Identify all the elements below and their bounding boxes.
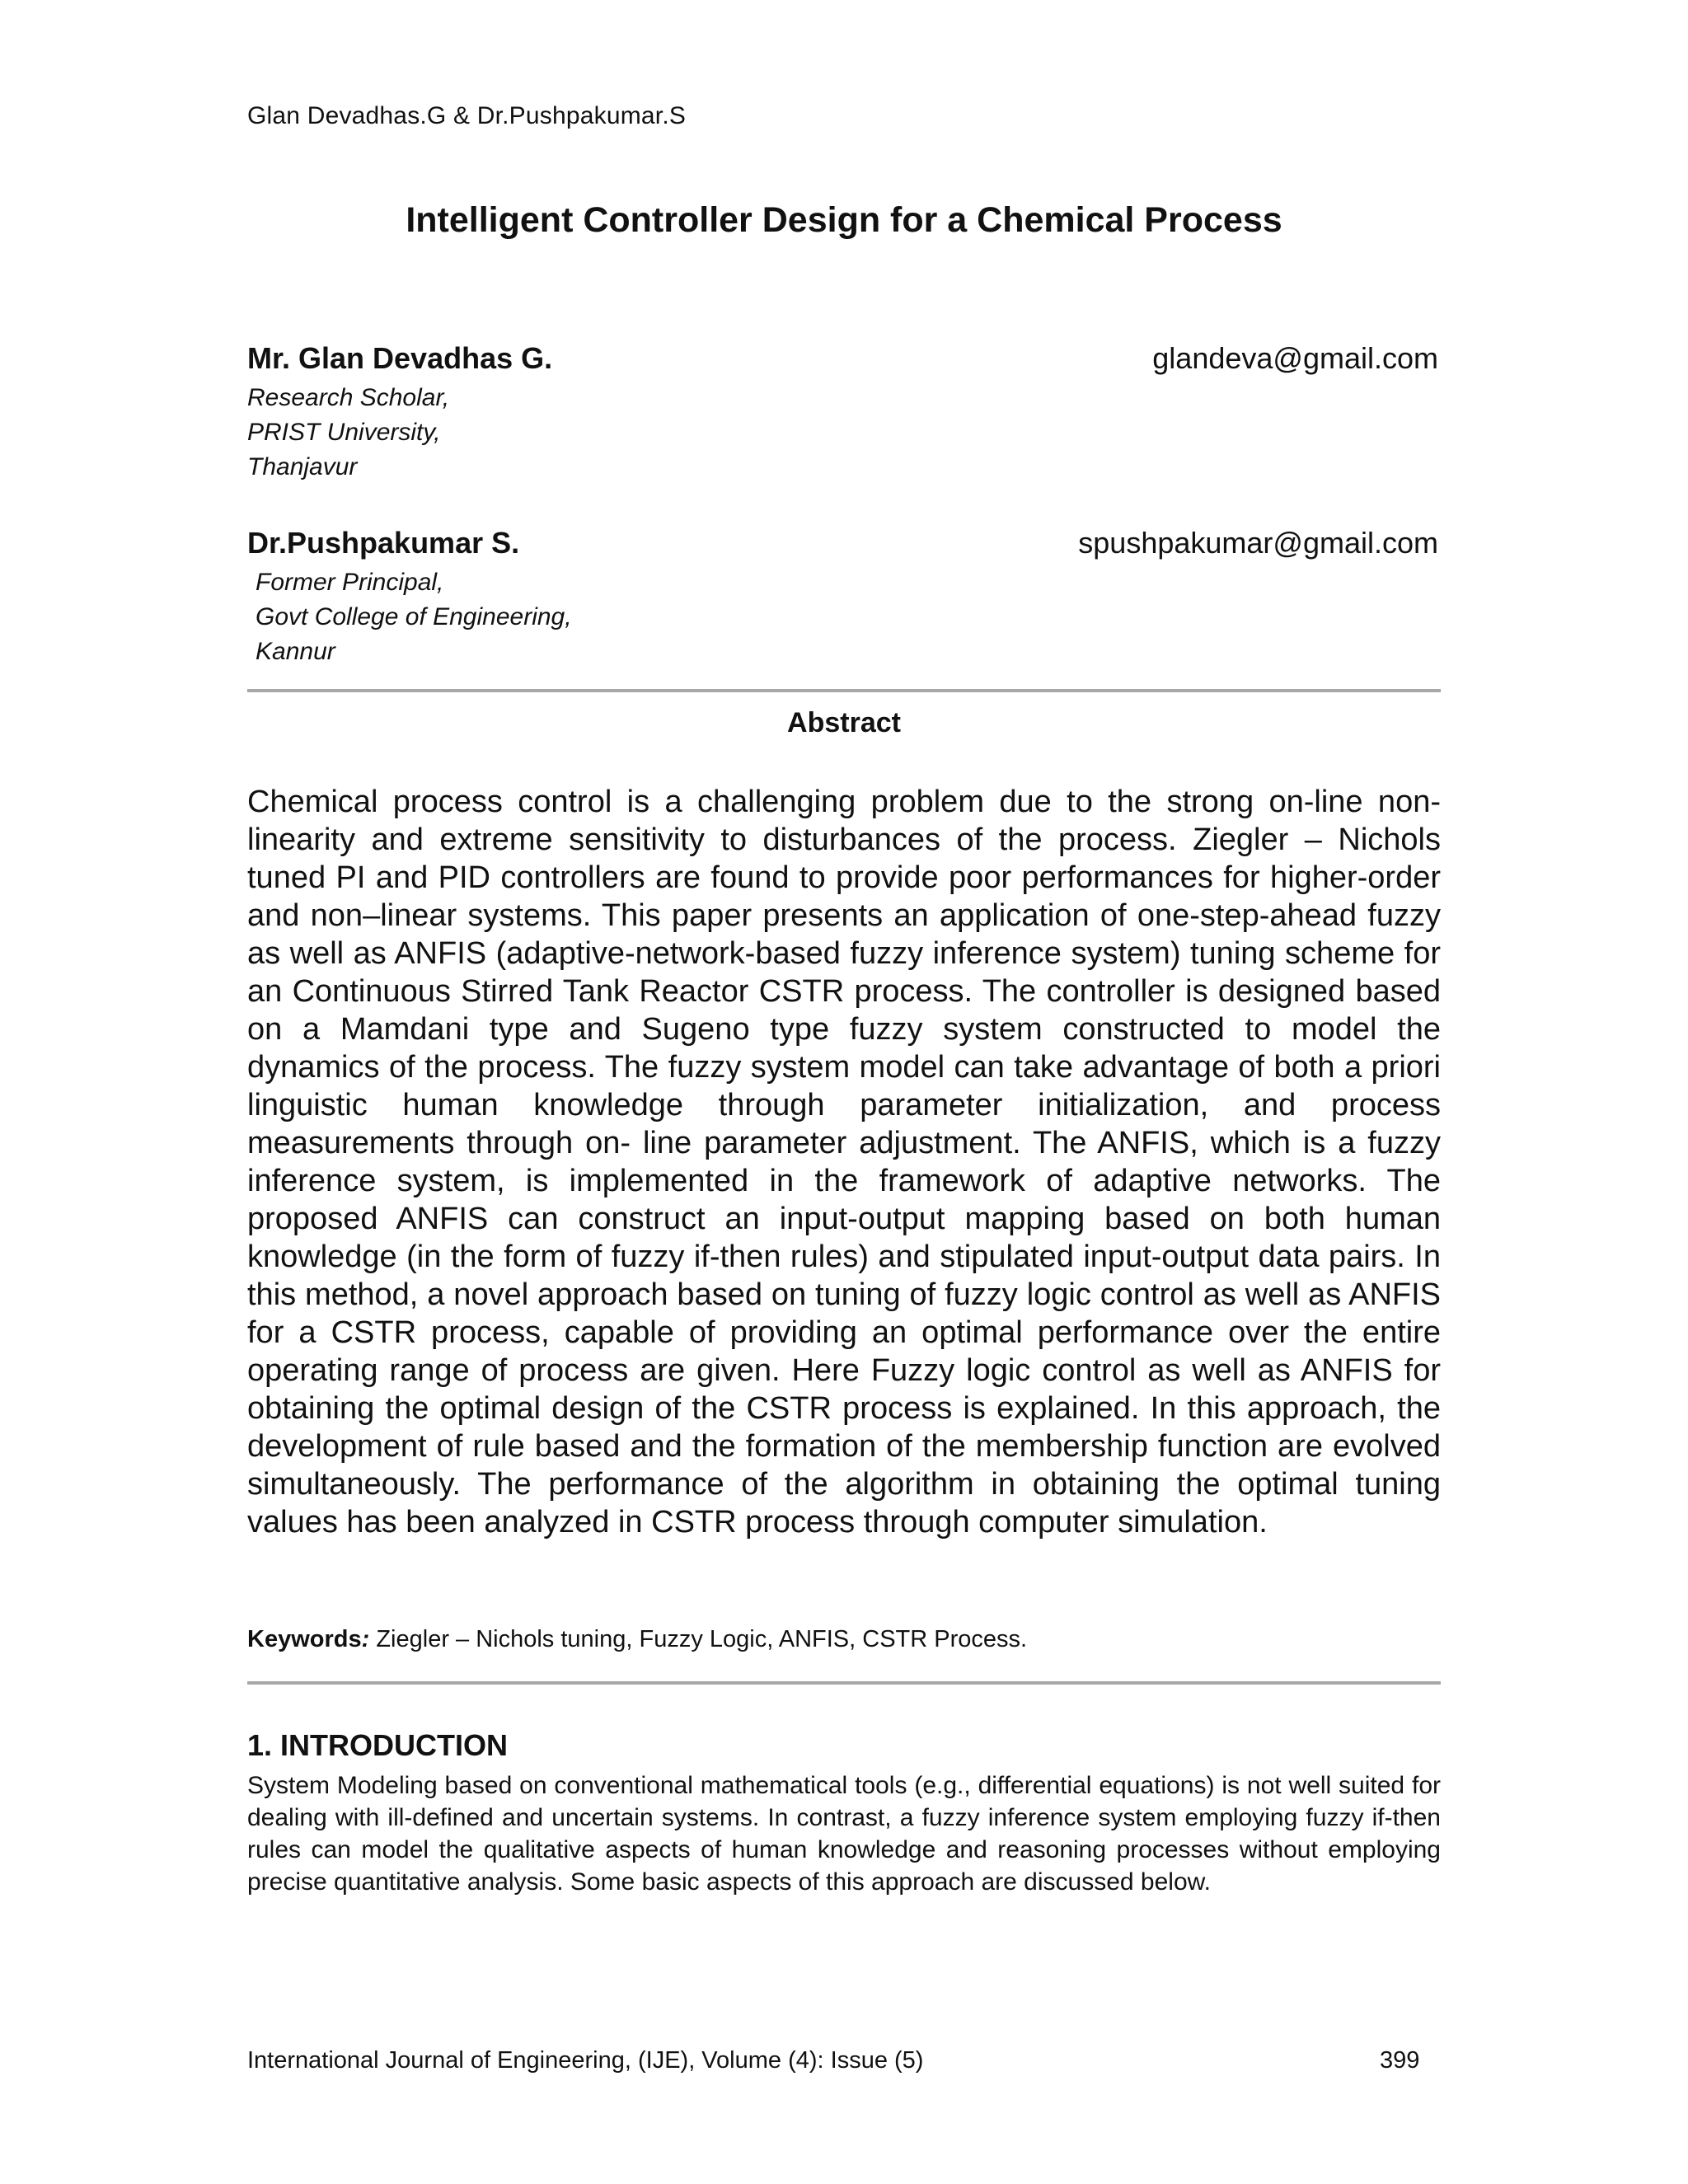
running-header-authors: Glan Devadhas.G & Dr.Pushpakumar.S xyxy=(247,102,687,129)
author-affiliation xyxy=(247,381,1438,485)
keywords-colon: : xyxy=(361,1626,370,1652)
author-name: Dr.Pushpakumar S. xyxy=(247,526,520,560)
section-heading-introduction: 1. INTRODUCTION xyxy=(247,1728,509,1762)
affiliation-line: Former Principal, xyxy=(256,569,444,596)
author-row xyxy=(247,526,1438,560)
keywords-text: Ziegler – Nichols tuning, Fuzzy Logic, ANFIS, CSTR Process. xyxy=(369,1626,1028,1652)
author-affiliation xyxy=(247,565,1438,669)
author-row xyxy=(247,341,1438,376)
abstract-top-divider xyxy=(247,689,1441,692)
author-block-2 xyxy=(247,526,1438,669)
introduction-body: System Modeling based on conventional mathematical tools (e.g., differential equations) is not well suited for dealing with ill-defined and uncertain systems. In contrast, a fuzzy inference system employing fuzzy if-then rules can model the qualitative aspects of human knowledge and reasoning processes without employing precise quantitative analysis. Some basic aspects of this approach are discussed below. xyxy=(247,1772,1441,1896)
affiliation-line: Thanjavur xyxy=(247,453,358,480)
footer-page-number: 399 xyxy=(1380,2047,1420,2074)
affiliation-line: PRIST University, xyxy=(247,419,441,446)
abstract-heading: Abstract xyxy=(787,707,901,738)
affiliation-line: Govt College of Engineering, xyxy=(256,603,572,630)
affiliation-line: Kannur xyxy=(256,638,335,665)
keywords-label: Keywords xyxy=(247,1626,362,1652)
footer-journal: International Journal of Engineering, (IJE), Volume (4): Issue (5) xyxy=(247,2047,924,2074)
keywords-line xyxy=(247,1626,1027,1653)
paper-title: Intelligent Controller Design for a Chemical Process xyxy=(406,200,1282,240)
author-name: Mr. Glan Devadhas G. xyxy=(247,341,553,375)
author-email: glandeva@gmail.com xyxy=(1152,341,1438,375)
abstract-bottom-divider xyxy=(247,1681,1441,1685)
abstract-body: Chemical process control is a challenging problem due to the strong on-line non-linearity and extreme sensitivity to disturbances of the process. Ziegler – Nichols tuned PI and PID controllers are found to provide poor performances for higher-order and non–linear systems. This paper presents an application of one-step-ahead fuzzy as well as ANFIS (adaptive-network-based fuzzy inference system) tuning scheme for an Continuous Stirred Tank Reactor CSTR process. The controller is designed based on a Mamdani type and Sugeno type fuzzy system constructed to model the dynamics of the process. The fuzzy system model can take advantage of both a priori linguistic human knowledge through parameter initialization, and process measurements through on- line parameter adjustment. The ANFIS, which is a fuzzy inference system, is implemented in the framework of adaptive networks. The proposed ANFIS can construct an input-output mapping based on both human knowledge (in the form of fuzzy if-then rules) and stipulated input-output data pairs. In this method, a novel approach based on tuning of fuzzy logic control as well as ANFIS for a CSTR process, capable of providing an optimal performance over the entire operating range of process are given. Here Fuzzy logic control as well as ANFIS for obtaining the optimal design of the CSTR process is explained. In this approach, the development of rule based and the formation of the membership function are evolved simultaneously. The performance of the algorithm in obtaining the optimal tuning values has been analyzed in CSTR process through computer simulation. xyxy=(247,785,1441,1540)
author-email: spushpakumar@gmail.com xyxy=(1078,526,1438,560)
affiliation-line: Research Scholar, xyxy=(247,384,450,411)
author-block-1 xyxy=(247,341,1438,485)
